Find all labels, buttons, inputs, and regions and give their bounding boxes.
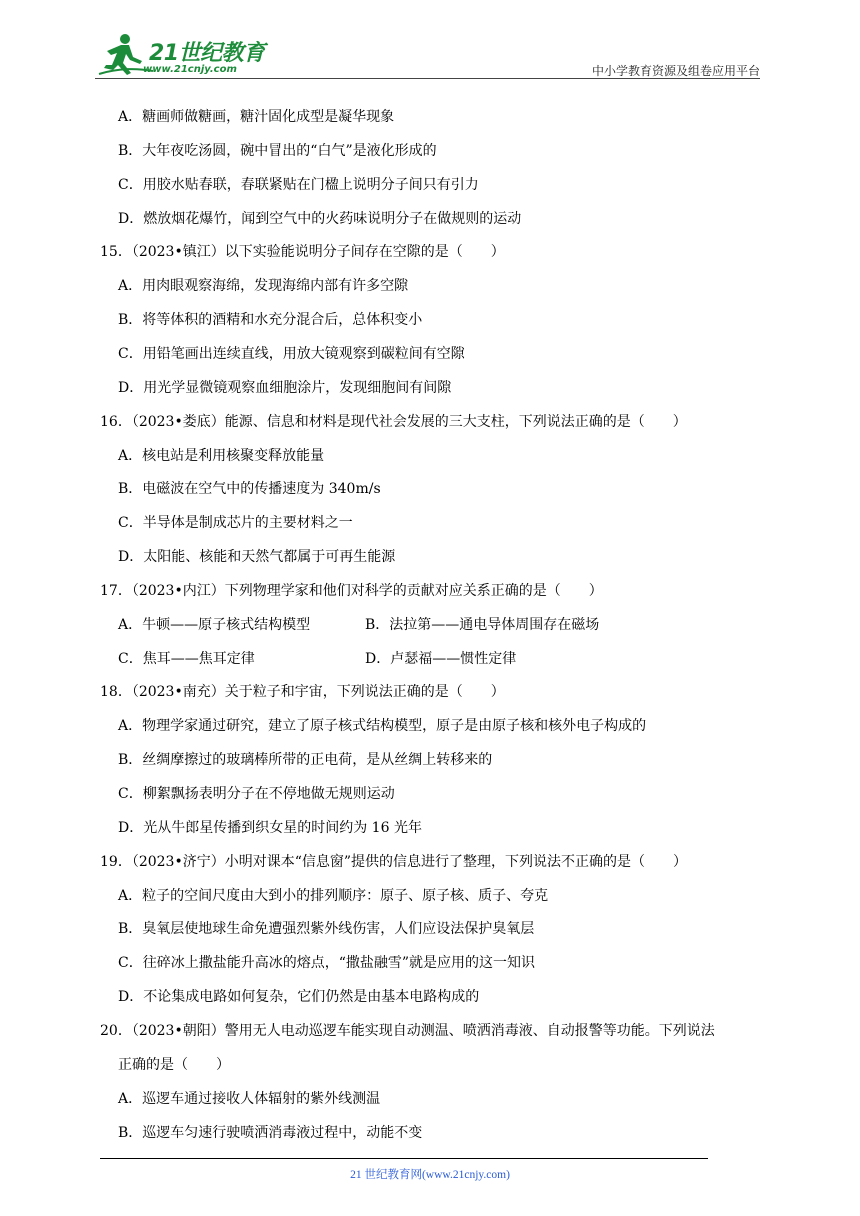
option-text: D．光从牛郎星传播到织女星的时间约为 16 光年 (118, 819, 422, 836)
option-text: D．不论集成电路如何复杂，它们仍然是由基本电路构成的 (118, 989, 480, 1006)
footer-link[interactable]: 21 世纪教育网(www.21cnjy.com) (350, 1169, 510, 1181)
option-text: C．用铅笔画出连续直线，用放大镜观察到碳粒间有空隙 (118, 345, 465, 362)
logo-url: www.21cnjy.com (143, 64, 237, 75)
option-text: B．电磁波在空气中的传播速度为 340m/s (118, 481, 381, 498)
option-text: B．臭氧层使地球生命免遭强烈紫外线伤害，人们应设法保护臭氧层 (118, 921, 535, 938)
option-text: A．物理学家通过研究，建立了原子核式结构模型，原子是由原子核和核外电子构成的 (118, 718, 647, 735)
question-stem: 16．（2023•娄底）能源、信息和材料是现代社会发展的三大支柱，下列说法正确的是（ ） (100, 413, 687, 430)
option-text: B．法拉第——通电导体周围存在磁场 (365, 616, 600, 633)
footer-divider (100, 1158, 708, 1159)
option-text: A．巡逻车通过接收人体辐射的紫外线测温 (118, 1090, 381, 1107)
question-stem: 18．（2023•南充）关于粒子和宇宙，下列说法正确的是（ ） (100, 684, 505, 701)
option-text: B．大年夜吃汤圆，碗中冒出的“白气”是液化形成的 (118, 142, 437, 159)
option-text: A．牛顿——原子核式结构模型 (118, 616, 311, 633)
header-divider (95, 78, 760, 79)
option-text: C．柳絮飘扬表明分子在不停地做无规则运动 (118, 786, 395, 802)
question-stem: 正确的是（ ） (118, 1056, 230, 1073)
option-text: B．将等体积的酒精和水充分混合后，总体积变小 (118, 312, 423, 329)
question-stem: 20．（2023•朝阳）警用无人电动巡逻车能实现自动测温、喷洒消毒液、自动报警等功能。下列说法 (100, 1022, 715, 1039)
option-text: D．用光学显微镜观察血细胞涂片，发现细胞间有间隙 (118, 379, 452, 396)
option-text: B．丝绸摩擦过的玻璃棒所带的正电荷，是从丝绸上转移来的 (118, 752, 493, 769)
site-logo[interactable] (95, 30, 265, 78)
question-stem: 17．（2023•内江）下列物理学家和他们对科学的贡献对应关系正确的是（ ） (100, 582, 603, 599)
option-text: A．糖画师做糖画，糖汁固化成型是凝华现象 (118, 109, 395, 125)
page-header (95, 30, 760, 78)
option-text: C．焦耳——焦耳定律 (118, 650, 255, 667)
option-text: A．用肉眼观察海绵，发现海绵内部有许多空隙 (118, 278, 409, 295)
option-text: A．核电站是利用核聚变释放能量 (118, 447, 325, 464)
question-stem: 19．（2023•济宁）小明对课本“信息窗”提供的信息进行了整理，下列说法不正确的是（ ） (100, 853, 688, 870)
logo-text: 21世纪教育 (149, 41, 265, 66)
option-text: D．卢瑟福——惯性定律 (365, 650, 517, 667)
option-text: C．用胶水贴春联，春联紧贴在门楹上说明分子间只有引力 (118, 176, 479, 193)
option-text: C．往碎冰上撒盐能升高冰的熔点，“撒盐融雪”就是应用的这一知识 (118, 955, 536, 972)
option-text: A．粒子的空间尺度由大到小的排列顺序：原子、原子核、质子、夸克 (118, 887, 549, 904)
question-stem: 15．（2023•镇江）以下实验能说明分子间存在空隙的是（ ） (100, 244, 505, 261)
option-text: C．半导体是制成芯片的主要材料之一 (118, 515, 353, 532)
option-text: D．太阳能、核能和天然气都属于可再生能源 (118, 549, 396, 566)
option-text: B．巡逻车匀速行驶喷洒消毒液过程中，动能不变 (118, 1124, 423, 1141)
option-text: D．燃放烟花爆竹，闻到空气中的火药味说明分子在做规则的运动 (118, 210, 522, 227)
platform-name: 中小学教育资源及组卷应用平台 (591, 64, 760, 78)
